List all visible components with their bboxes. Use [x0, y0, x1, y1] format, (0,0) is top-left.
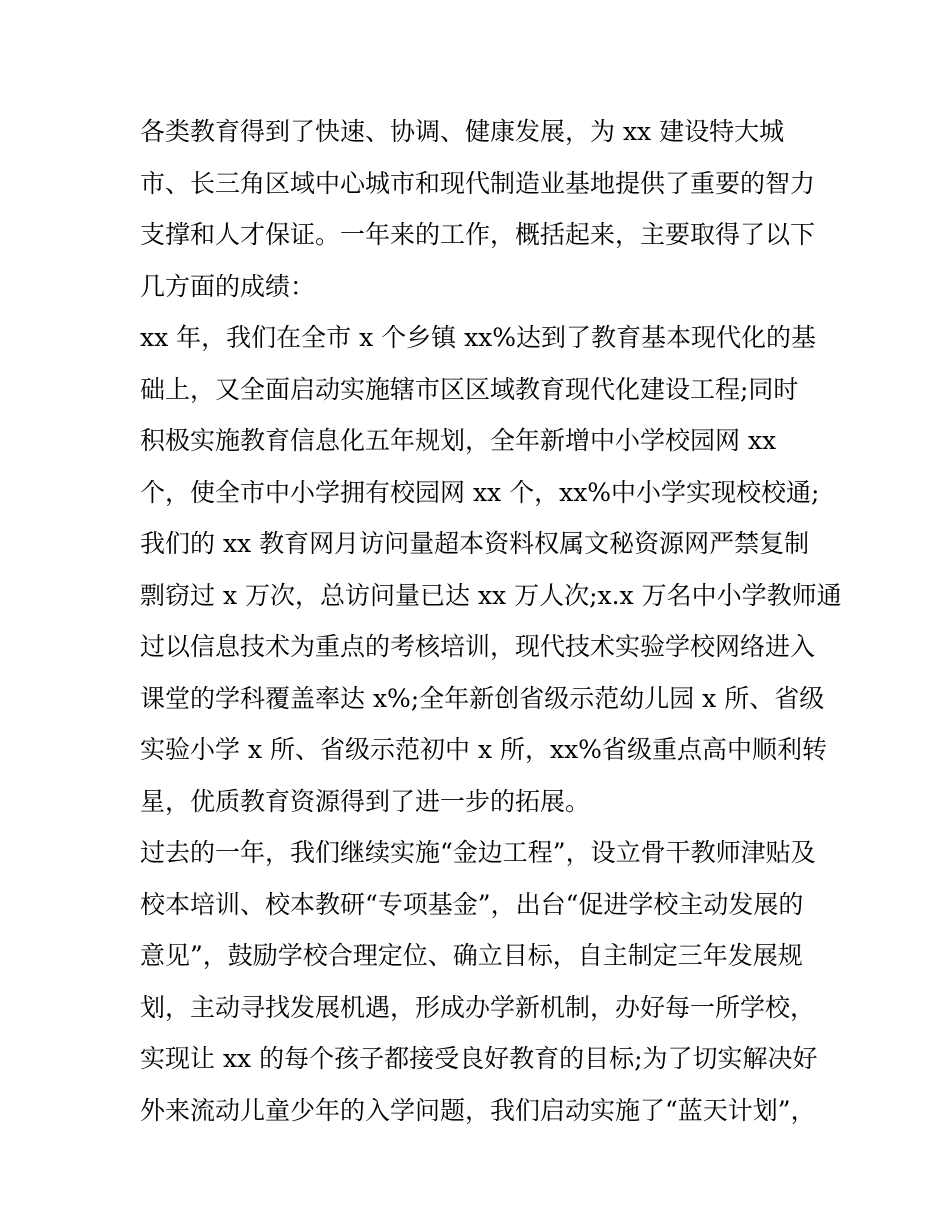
text-line: 支撑和人才保证。一年来的工作，概括起来，主要取得了以下 — [140, 220, 816, 249]
text-line: 积极实施教育信息化五年规划，全年新增中小学校园网 xx — [140, 426, 777, 455]
text-line: 划，主动寻找发展机遇，形成办学新机制，办好每一所学校， — [140, 992, 816, 1022]
text-line: 剽窃过 x 万次，总访问量已达 xx 万人次;x.x 万名中小学教师通 — [140, 580, 842, 610]
text-line: 过以信息技术为重点的考核培训，现代技术实验学校网络进入 — [140, 632, 816, 661]
text-line: 市、长三角区域中心城市和现代制造业基地提供了重要的智力 — [140, 168, 816, 198]
text-line: 过去的一年，我们继续实施“金边工程”，设立骨干教师津贴及 — [140, 838, 816, 867]
text-line: 星，优质教育资源得到了进一步的拓展。 — [140, 786, 591, 816]
text-line: 础上，又全面启动实施辖市区区域教育现代化建设工程;同时 — [140, 374, 799, 404]
text-line: xx 年，我们在全市 x 个乡镇 xx%达到了教育基本现代化的基 — [140, 323, 817, 352]
text-line: 我们的 xx 教育网月访问量超本资料权属文秘资源网严禁复制 — [140, 529, 810, 558]
text-line: 各类教育得到了快速、协调、健康发展，为 xx 建设特大城 — [140, 117, 785, 146]
document-body — [140, 106, 842, 1136]
text-line: 意见”，鼓励学校合理定位、确立目标，自主制定三年发展规 — [140, 941, 803, 970]
text-line: 外来流动儿童少年的入学问题，我们启动实施了“蓝天计划”， — [140, 1095, 816, 1125]
text-line: 课堂的学科覆盖率达 x%;全年新创省级示范幼儿园 x 所、省级 — [140, 683, 825, 713]
text-line: 实现让 xx 的每个孩子都接受良好教育的目标;为了切实解决好 — [140, 1044, 818, 1073]
text-line: 校本培训、校本教研“专项基金”，出台“促进学校主动发展的 — [140, 889, 804, 919]
text-line: 个，使全市中小学拥有校园网 xx 个，xx%中小学实现校校通; — [140, 477, 820, 507]
text-line: 几方面的成绩： — [140, 271, 316, 301]
text-line: 实验小学 x 所、省级示范初中 x 所，xx%省级重点高中顺利转 — [140, 735, 827, 764]
